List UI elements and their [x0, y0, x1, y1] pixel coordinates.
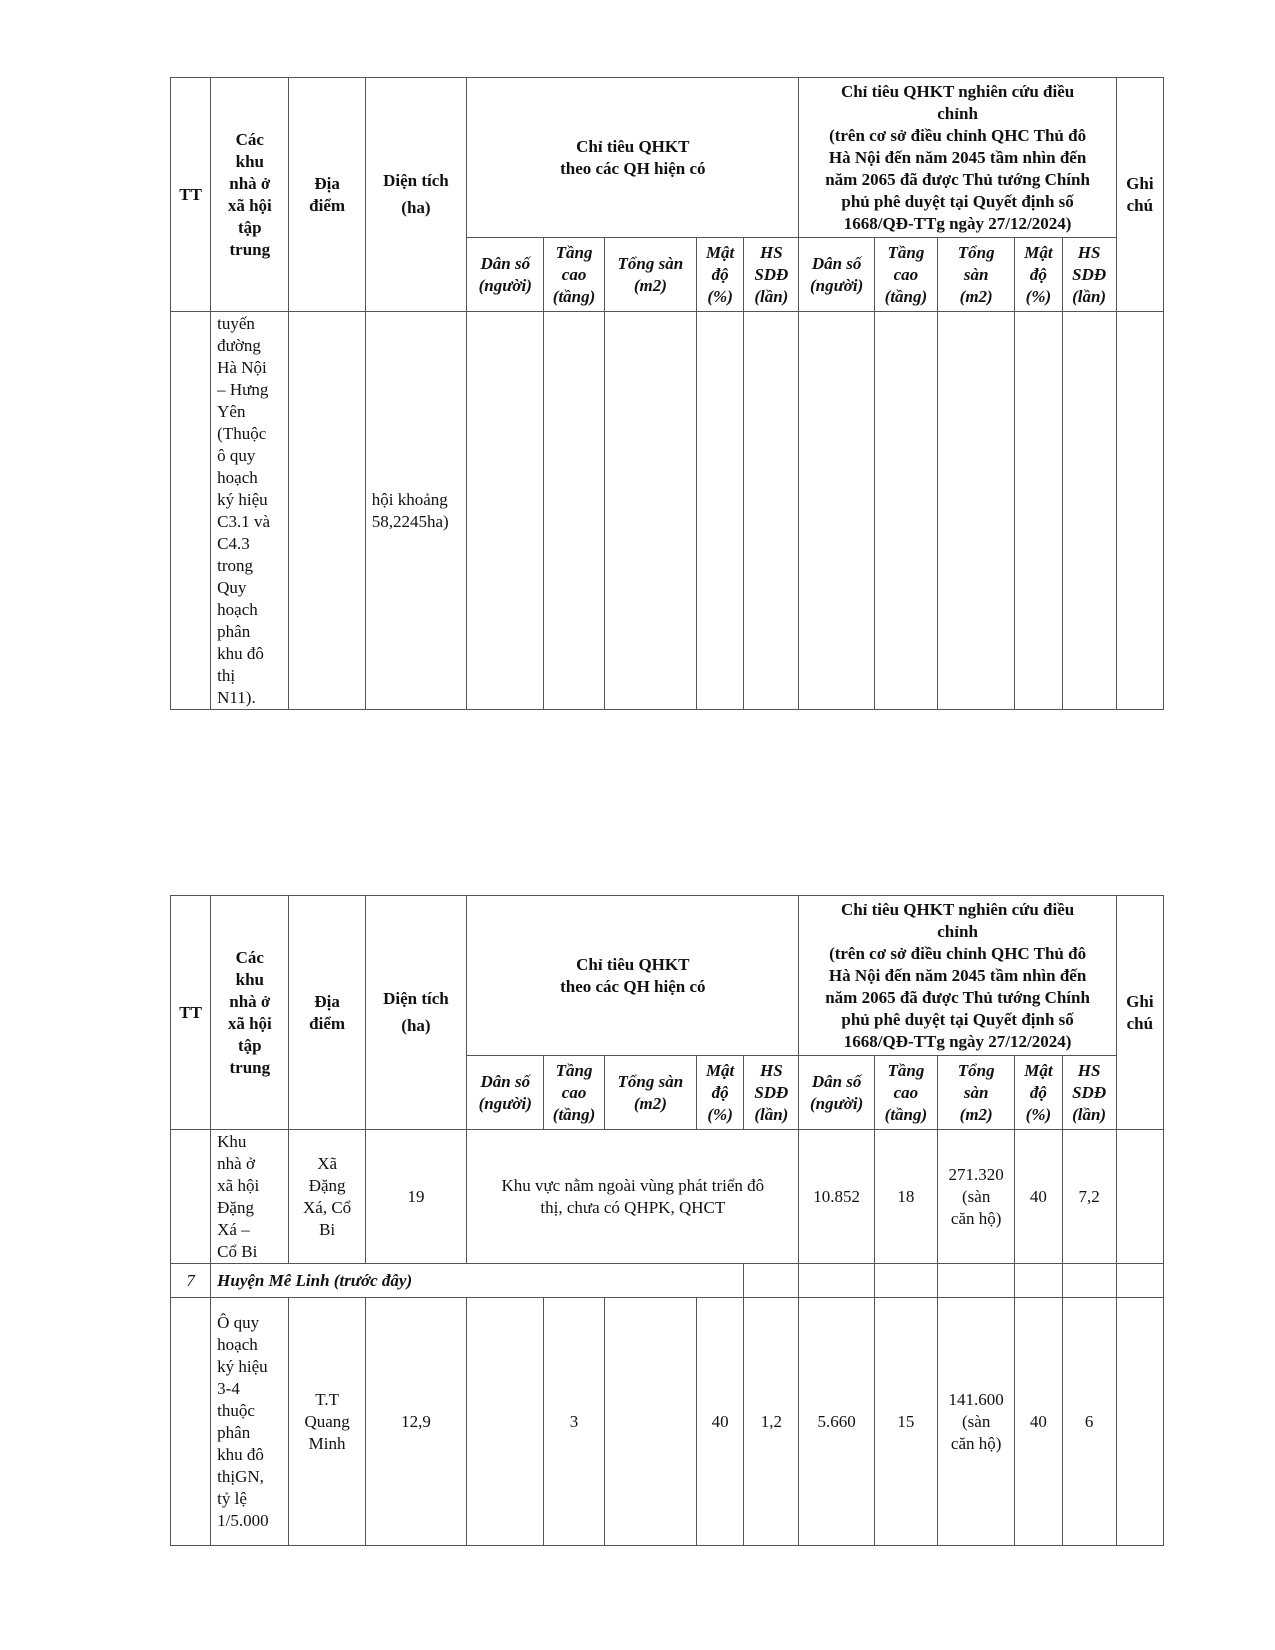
row-khu-name: Khu nhà ở xã hội Đặng Xá – Cổ Bi — [211, 1130, 289, 1264]
group-dieu-chinh-header: Chỉ tiêu QHKT nghiên cứu điều chỉnh (trên cơ sở điều chỉnh QHC Thủ đô Hà Nội đến năm 2045 tầm nhìn đến năm 2065 đã được Thủ tướng Chính phủ phê duyệt tại Quyết định số 1668/QĐ-TTg ngày 27/12/2024) — [799, 78, 1116, 238]
sub-dan-so-2: Dân số (người) — [799, 238, 874, 312]
col-dien-tich-header: Diện tích (ha) — [365, 896, 466, 1130]
row-hs-sdd: 7,2 — [1062, 1130, 1116, 1264]
sub-tong-san: Tổng sàn (m2) — [604, 238, 696, 312]
group-dieu-chinh-header: Chỉ tiêu QHKT nghiên cứu điều chỉnh (trên cơ sở điều chỉnh QHC Thủ đô Hà Nội đến năm 2045 tầm nhìn đến năm 2065 đã được Thủ tướng Chính phủ phê duyệt tại Quyết định số 1668/QĐ-TTg ngày 27/12/2024) — [799, 896, 1116, 1056]
group-hien-co-header: Chỉ tiêu QHKT theo các QH hiện có — [467, 78, 799, 238]
col-khu-header: Các khu nhà ở xã hội tập trung — [211, 78, 289, 312]
col-dia-diem-header: Địa điểm — [289, 896, 365, 1130]
row-khu-name: tuyến đường Hà Nội – Hưng Yên (Thuộc ô quy hoạch ký hiệu C3.1 và C4.3 trong Quy hoạch phân khu đô thị N11). — [211, 312, 289, 710]
header-row-main — [171, 78, 1164, 238]
row-tong-san: 271.320 (sàn căn hộ) — [938, 1130, 1015, 1264]
sub-mat-do: Mật độ (%) — [697, 238, 744, 312]
sub-dan-so-2: Dân số (người) — [799, 1056, 874, 1130]
section-title: Huyện Mê Linh (trước đây) — [211, 1264, 744, 1298]
row-cur-hs-sdd: 1,2 — [744, 1298, 799, 1546]
planning-table-continued — [170, 77, 1164, 710]
sub-tong-san-2: Tổng sàn (m2) — [938, 1056, 1015, 1130]
sub-tang-cao: Tầng cao (tầng) — [544, 238, 604, 312]
row-mat-do: 40 — [1015, 1130, 1062, 1264]
row-area: 12,9 — [365, 1298, 466, 1546]
row-cur-tang-cao: 3 — [544, 1298, 604, 1546]
col-khu-header: Các khu nhà ở xã hội tập trung — [211, 896, 289, 1130]
row-cur-mat-do: 40 — [697, 1298, 744, 1546]
sub-tong-san: Tổng sàn (m2) — [604, 1056, 696, 1130]
sub-dan-so: Dân số (người) — [467, 1056, 544, 1130]
sub-hs-sdd: HS SDĐ (lần) — [744, 238, 799, 312]
sub-hs-sdd: HS SDĐ (lần) — [744, 1056, 799, 1130]
sub-mat-do-2: Mật độ (%) — [1015, 238, 1062, 312]
row-area: hội khoảng 58,2245ha) — [365, 312, 466, 710]
col-ghi-chu-header: Ghi chú — [1116, 78, 1163, 312]
table-row — [171, 1298, 1164, 1546]
col-dien-tich-header: Diện tích (ha) — [365, 78, 466, 312]
sub-dan-so: Dân số (người) — [467, 238, 544, 312]
col-ghi-chu-header: Ghi chú — [1116, 896, 1163, 1130]
col-tt-header: TT — [171, 896, 211, 1130]
sub-mat-do-2: Mật độ (%) — [1015, 1056, 1062, 1130]
row-location: Xã Đặng Xá, Cổ Bi — [289, 1130, 365, 1264]
sub-tang-cao: Tầng cao (tầng) — [544, 1056, 604, 1130]
row-area: 19 — [365, 1130, 466, 1264]
col-dia-diem-header: Địa điểm — [289, 78, 365, 312]
section-row — [171, 1264, 1164, 1298]
sub-tong-san-2: Tổng sàn (m2) — [938, 238, 1015, 312]
header-row-main — [171, 896, 1164, 1056]
row-dan-so: 10.852 — [799, 1130, 874, 1264]
planning-table — [170, 895, 1164, 1546]
row-tang-cao: 18 — [874, 1130, 937, 1264]
table-row — [171, 312, 1164, 710]
row-khu-name: Ô quy hoạch ký hiệu 3-4 thuộc phân khu đô thịGN, tỷ lệ 1/5.000 — [211, 1298, 289, 1546]
row-location: T.T Quang Minh — [289, 1298, 365, 1546]
row-tong-san: 141.600 (sàn căn hộ) — [938, 1298, 1015, 1546]
sub-hs-sdd-2: HS SDĐ (lần) — [1062, 1056, 1116, 1130]
col-tt-header: TT — [171, 78, 211, 312]
sub-tang-cao-2: Tầng cao (tầng) — [874, 1056, 937, 1130]
sub-mat-do: Mật độ (%) — [697, 1056, 744, 1130]
sub-tang-cao-2: Tầng cao (tầng) — [874, 238, 937, 312]
row-hs-sdd: 6 — [1062, 1298, 1116, 1546]
sub-hs-sdd-2: HS SDĐ (lần) — [1062, 238, 1116, 312]
row-current-plan-note: Khu vực nằm ngoài vùng phát triển đô thị, chưa có QHPK, QHCT — [467, 1130, 799, 1264]
group-hien-co-header: Chỉ tiêu QHKT theo các QH hiện có — [467, 896, 799, 1056]
table-row — [171, 1130, 1164, 1264]
row-mat-do: 40 — [1015, 1298, 1062, 1546]
row-tang-cao: 15 — [874, 1298, 937, 1546]
section-number: 7 — [171, 1264, 211, 1298]
row-dan-so: 5.660 — [799, 1298, 874, 1546]
